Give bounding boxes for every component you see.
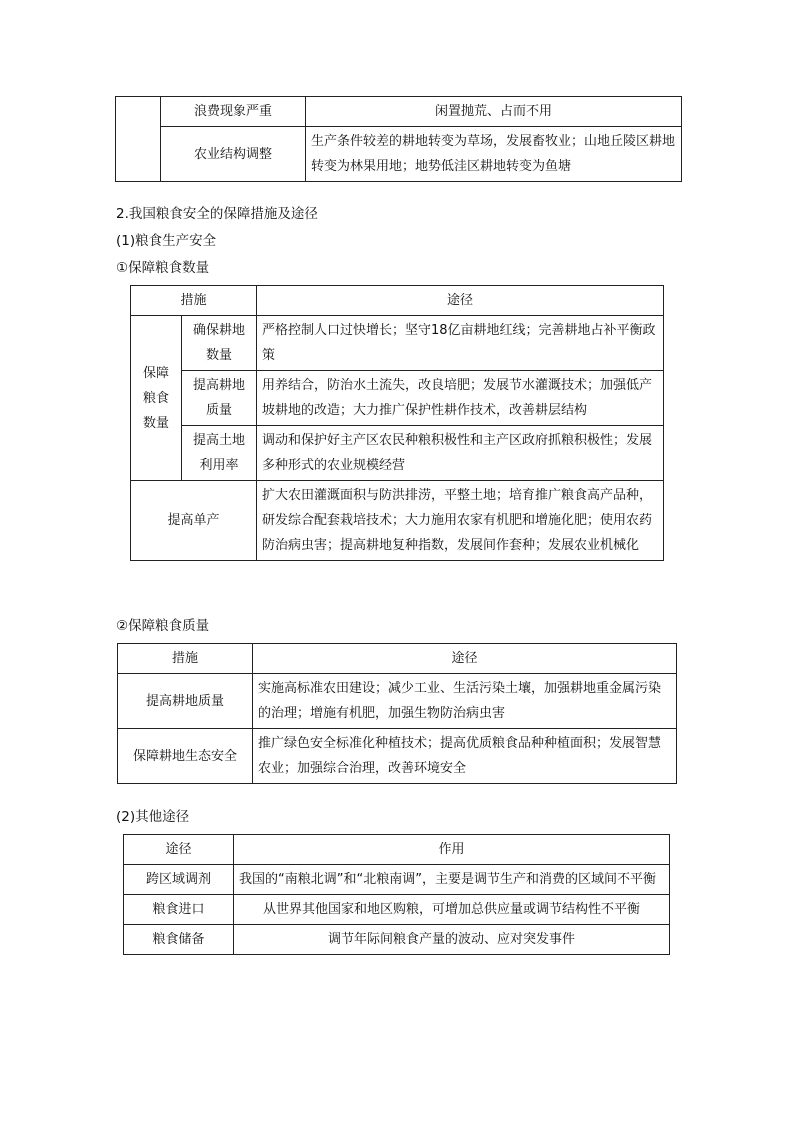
header-path: 途径 xyxy=(253,644,677,674)
path-cell: 生产条件较差的耕地转变为草场，发展畜牧业；山地丘陵区耕地转变为林果用地；地势低洼区耕地转变为鱼塘 xyxy=(306,127,682,182)
measure-cell: 浪费现象严重 xyxy=(161,97,306,127)
sub2-title: (2)其他途径 xyxy=(116,809,190,825)
effect-cell: 我国的“南粮北调”和“北粮南调”，主要是调节生产和消费的区域间不平衡 xyxy=(234,865,670,895)
table-row xyxy=(131,316,664,371)
path-cell: 闲置抛荒、占而不用 xyxy=(306,97,682,127)
table-row xyxy=(116,127,682,182)
path-cell: 严格控制人口过快增长；坚守18亿亩耕地红线；完善耕地占补平衡政策 xyxy=(257,316,664,371)
path-cell: 推广绿色安全标准化种植技术；提高优质粮食品种种植面积；发展智慧农业；加强综合治理，改善环境安全 xyxy=(253,729,677,784)
table-row xyxy=(118,674,677,729)
top-table xyxy=(115,96,682,182)
table-header-row xyxy=(124,835,670,865)
header-way: 途径 xyxy=(124,835,234,865)
effect-cell: 调节年际间粮食产量的波动、应对突发事件 xyxy=(234,925,670,955)
measure-cell: 提高单产 xyxy=(131,481,257,561)
way-cell: 粮食进口 xyxy=(124,895,234,925)
path-cell: 调动和保护好主产区农民种粮积极性和主产区政府抓粮积极性；发展多种形式的农业规模经营 xyxy=(257,426,664,481)
header-measure: 措施 xyxy=(131,286,257,316)
table-row xyxy=(131,426,664,481)
grain-quality-table xyxy=(117,643,677,784)
effect-cell: 从世界其他国家和地区购粮，可增加总供应量或调节结构性不平衡 xyxy=(234,895,670,925)
table-row xyxy=(131,371,664,426)
group-label-cell: 保障粮食数量 xyxy=(131,316,182,481)
measure-cell: 农业结构调整 xyxy=(161,127,306,182)
measure-cell: 保障耕地生态安全 xyxy=(118,729,253,784)
measure-cell: 确保耕地数量 xyxy=(182,316,257,371)
table-header-row xyxy=(118,644,677,674)
measure-cell: 提高耕地质量 xyxy=(182,371,257,426)
table-row xyxy=(131,481,664,561)
measure-cell: 提高耕地质量 xyxy=(118,674,253,729)
section2-title: 2.我国粮食安全的保障措施及途径 xyxy=(116,206,318,222)
grain-quantity-table xyxy=(130,285,664,561)
path-cell: 实施高标准农田建设；减少工业、生活污染土壤，加强耕地重金属污染的治理；增施有机肥，加强生物防治病虫害 xyxy=(253,674,677,729)
path-cell: 扩大农田灌溉面积与防洪排涝，平整土地；培育推广粮食高产品种，研发综合配套栽培技术；大力施用农家有机肥和增施化肥；使用农药防治病虫害；提高耕地复种指数，发展间作套种；发展农业机械化 xyxy=(257,481,664,561)
header-effect: 作用 xyxy=(234,835,670,865)
table-row xyxy=(116,97,682,127)
item2-title: ②保障粮食质量 xyxy=(116,618,210,634)
table-row xyxy=(124,925,670,955)
table-row xyxy=(118,729,677,784)
item1-title: ①保障粮食数量 xyxy=(116,260,210,276)
table-header-row xyxy=(131,286,664,316)
other-ways-table xyxy=(123,834,670,955)
header-measure: 措施 xyxy=(118,644,253,674)
header-path: 途径 xyxy=(257,286,664,316)
way-cell: 跨区域调剂 xyxy=(124,865,234,895)
table-row xyxy=(124,865,670,895)
sub1-title: (1)粮食生产安全 xyxy=(116,233,217,249)
way-cell: 粮食储备 xyxy=(124,925,234,955)
empty-cell xyxy=(116,97,161,182)
path-cell: 用养结合，防治水土流失，改良培肥；发展节水灌溉技术；加强低产坡耕地的改造；大力推广保护性耕作技术，改善耕层结构 xyxy=(257,371,664,426)
measure-cell: 提高土地利用率 xyxy=(182,426,257,481)
table-row xyxy=(124,895,670,925)
